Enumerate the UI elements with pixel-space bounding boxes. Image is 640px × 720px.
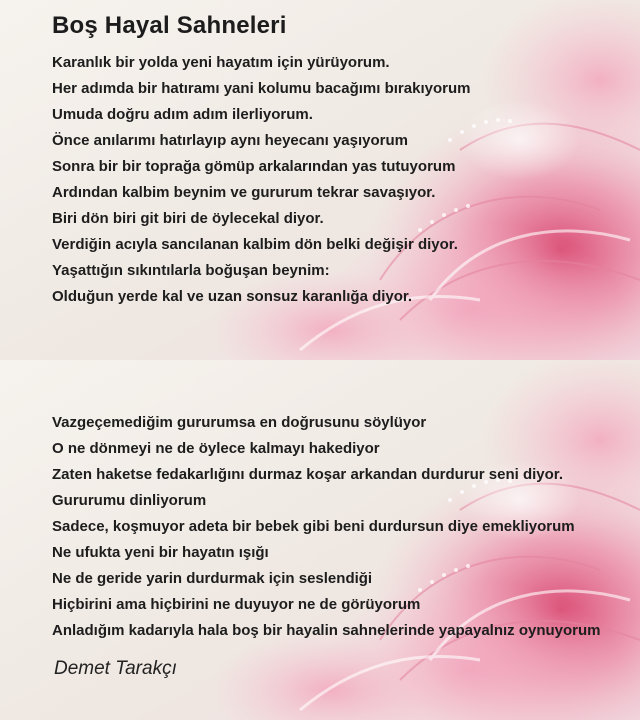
poem-line: Vazgeçemediğim gururumsa en doğrusunu söylüyor (52, 414, 427, 431)
poem-title: Boş Hayal Sahneleri (52, 12, 287, 39)
poem-line: Sonra bir bir toprağa gömüp arkalarından yas tutuyorum (52, 158, 456, 175)
poem-line: Her adımda bir hatıramı yani kolumu bacağımı bırakıyorum (52, 80, 471, 97)
poem-line: Karanlık bir yolda yeni hayatım için yürüyorum. (52, 54, 390, 71)
poem-line: Ne ufukta yeni bir hayatın ışığı (52, 544, 269, 561)
poem-text-bottom (0, 360, 640, 720)
poem-line: Yaşattığın sıkıntılarla boğuşan beynim: (52, 262, 330, 279)
poem-line: Zaten haketse fedakarlığını durmaz koşar arkandan durdurur seni diyor. (52, 466, 563, 483)
poem-line: Umuda doğru adım adım ilerliyorum. (52, 106, 313, 123)
stanza-1 (52, 50, 470, 310)
poem-author: Demet Tarakçı (54, 658, 177, 679)
poem-line: Ardından kalbim beynim ve gururum tekrar savaşıyor. (52, 184, 436, 201)
poem-line: Anladığım kadarıyla hala boş bir hayalin sahnelerinde yapayalnız oynuyorum (52, 622, 601, 639)
poem-panel-bottom (0, 360, 640, 720)
stanza-2 (52, 410, 601, 644)
poem-line: Önce anılarımı hatırlayıp aynı heyecanı yaşıyorum (52, 132, 408, 149)
poem-line: Ne de geride yarin durdurmak için seslendiği (52, 570, 373, 587)
poem-line: Sadece, koşmuyor adeta bir bebek gibi beni durdursun diye emekliyorum (52, 518, 575, 535)
poem-line: Gururumu dinliyorum (52, 492, 207, 509)
poem-line: Olduğun yerde kal ve uzan sonsuz karanlığa diyor. (52, 288, 413, 305)
poem-line: Verdiğin acıyla sancılanan kalbim dön belki değişir diyor. (52, 236, 458, 253)
poem-line: Hiçbirini ama hiçbirini ne duyuyor ne de görüyorum (52, 596, 421, 613)
poem-line: Biri dön biri git biri de öylecekal diyor. (52, 210, 324, 227)
poem-line: O ne dönmeyi ne de öylece kalmayı hakediyor (52, 440, 380, 457)
